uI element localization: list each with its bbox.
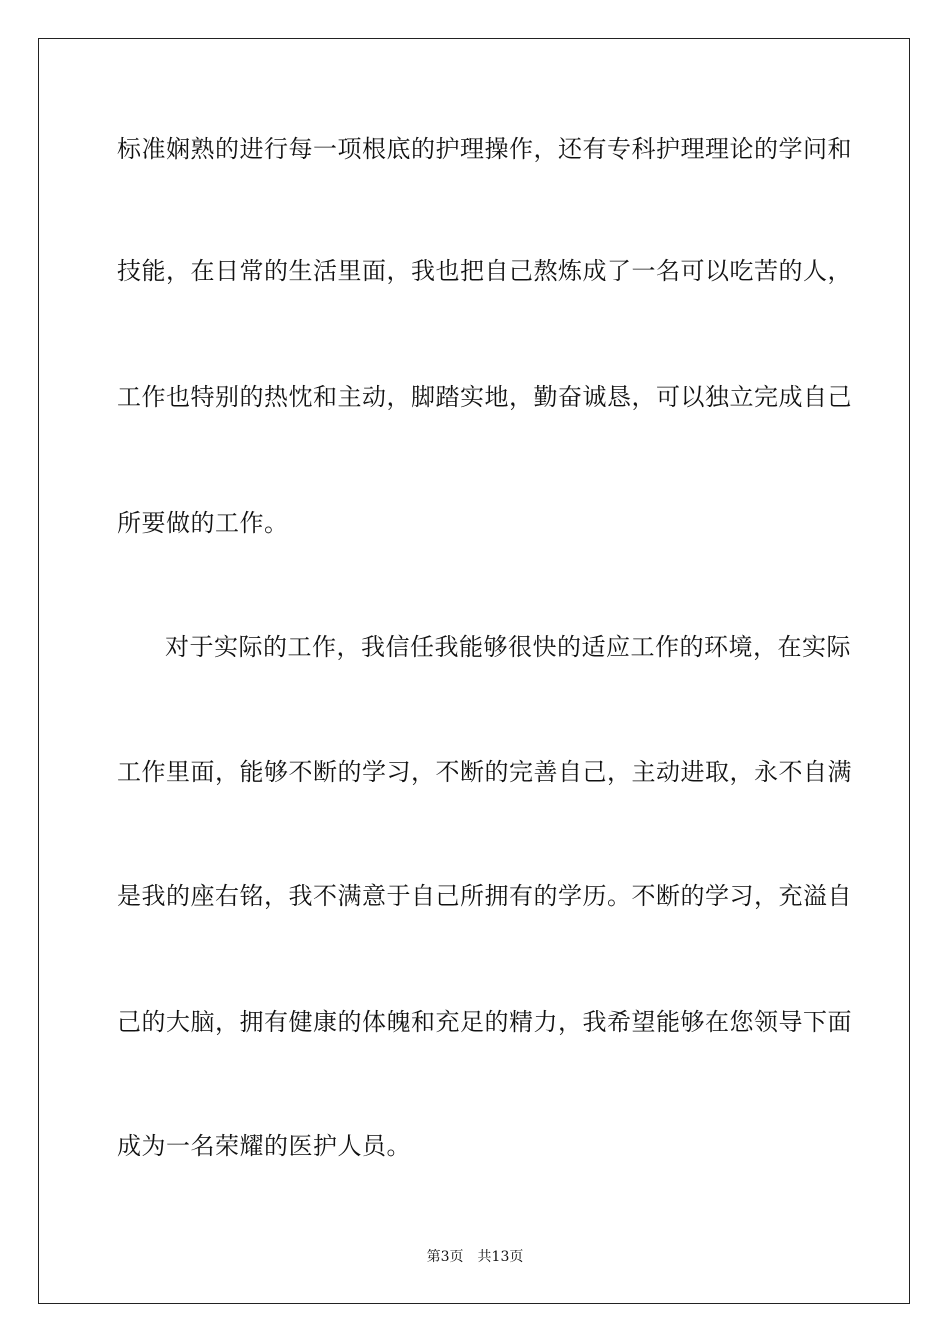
text-line: 标准娴熟的进行每一项根底的护理操作，还有专科护理理论的学问和	[117, 135, 852, 163]
page-border	[38, 38, 910, 1304]
page-total: 共13页	[477, 1249, 524, 1265]
page-footer	[0, 1249, 950, 1265]
text-line: 是我的座右铭，我不满意于自己所拥有的学历。不断的学习，充溢自	[117, 882, 852, 910]
text-line: 己的大脑，拥有健康的体魄和充足的精力，我希望能够在您领导下面	[117, 1008, 852, 1036]
text-line: 所要做的工作。	[117, 509, 289, 537]
text-line: 工作里面，能够不断的学习，不断的完善自己，主动进取，永不自满	[117, 758, 852, 786]
text-line: 技能，在日常的生活里面，我也把自己熬炼成了一名可以吃苦的人，	[117, 257, 852, 285]
page-number: 第3页	[426, 1249, 464, 1265]
text-line: 对于实际的工作，我信任我能够很快的适应工作的环境，在实际	[165, 633, 851, 661]
text-line: 成为一名荣耀的医护人员。	[117, 1132, 411, 1160]
text-line: 工作也特别的热忱和主动，脚踏实地，勤奋诚恳，可以独立完成自己	[117, 383, 852, 411]
